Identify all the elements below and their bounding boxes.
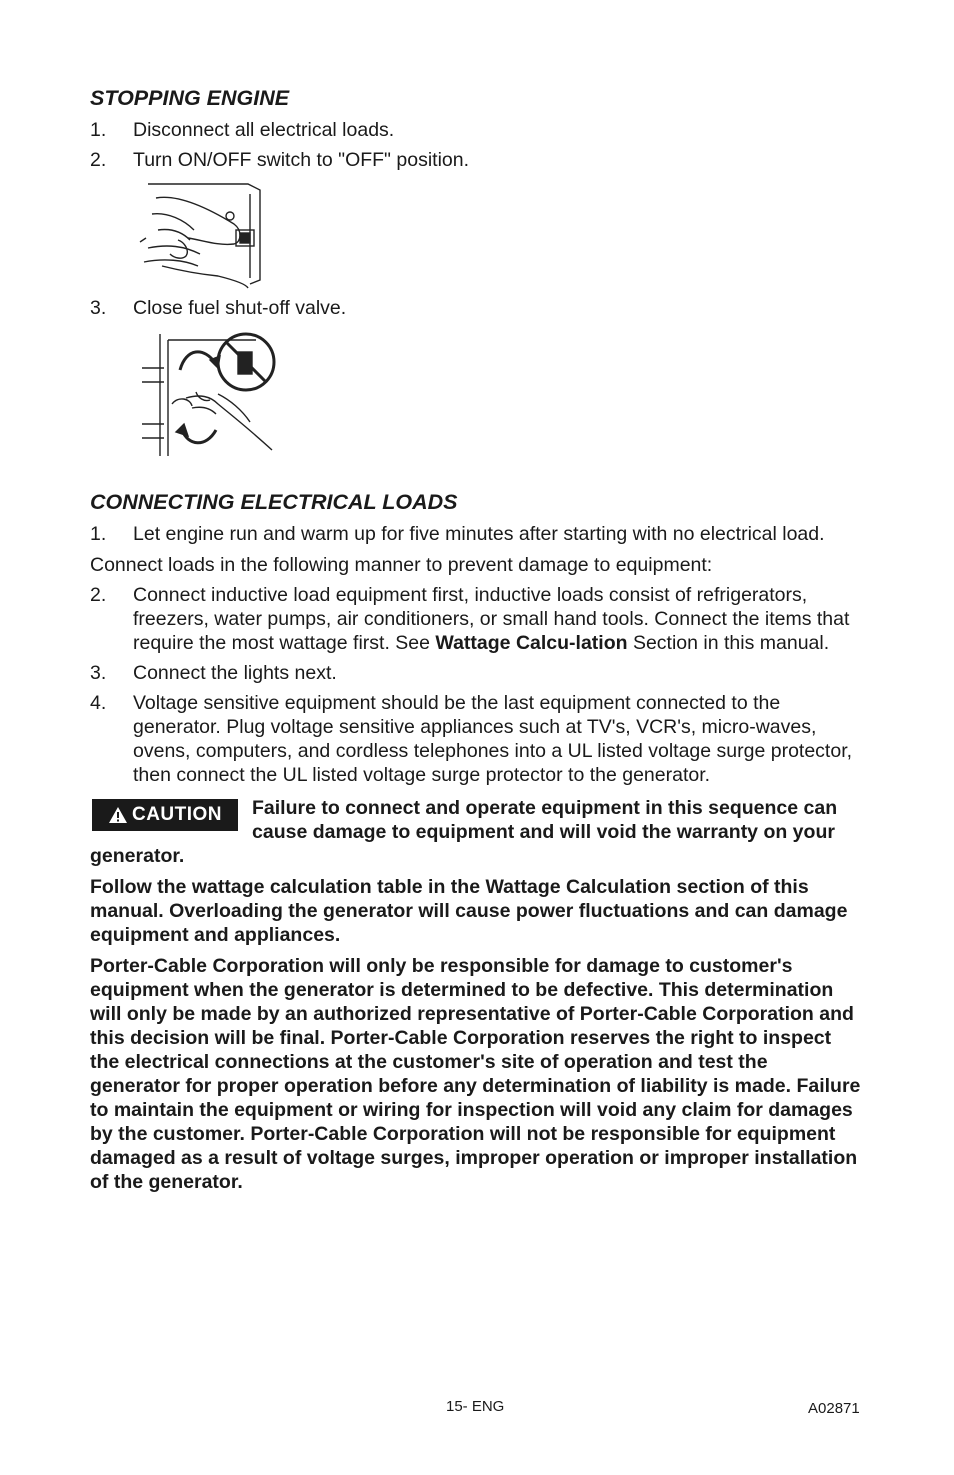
document-code: A02871 [808,1400,860,1417]
list-item: 1. Let engine run and warm up for five minutes after starting with no electrical load. [90,523,825,545]
hand-closing-fuel-valve-icon [138,328,278,460]
list-item: 2. Turn ON/OFF switch to "OFF" position. [90,149,470,171]
connecting-intro: Connect loads in the following manner to prevent damage to equipment: [90,554,713,576]
list-item: 2. Connect inductive load equipment first, inductive loads consist of refrigerators, freezers, water pumps, air conditioners, or small hand tools. Connect the items that require the most wattage first. See Wattage Calcu-lation Section in this manual. [90,584,850,654]
caution-text: Failure to connect and operate equipment in this sequence can cause damage to equipment and will void the warranty on your generator. [90,797,838,867]
hand-pressing-switch-icon [138,180,268,290]
list-item: 3. Close fuel shut-off valve. [90,297,347,319]
wattage-calculation-reference: Wattage Calcu-lation [435,632,628,654]
connecting-steps [90,583,862,787]
warning-triangle-icon [108,806,128,824]
connecting-step-1 [90,522,862,546]
stopping-steps-continued [90,296,862,320]
connecting-loads-heading: CONNECTING ELECTRICAL LOADS [90,490,458,514]
caution-badge [92,799,238,831]
wattage-paragraph: Follow the wattage calculation table in the Wattage Calculation section of this manual. Overloading the generator will cause power fluctuations and can damage equipment and appliances. [90,876,848,946]
stopping-engine-heading: STOPPING ENGINE [90,86,290,110]
list-item: 4. Voltage sensitive equipment should be the last equipment connected to the generator. Plug voltage sensitive appliances such at TV's, VCR's, micro-waves, ovens, computers, and cordless telephones into a UL listed voltage surge protector, then connect the UL listed voltage surge protector to the generator. [90,692,853,786]
list-item: 1. Disconnect all electrical loads. [90,119,395,141]
manual-page [90,84,862,1194]
caution-notice [90,796,862,868]
liability-paragraph: Porter-Cable Corporation will only be responsible for damage to customer's equipment when the generator is determined to be defective. This determination will only be made by an authorized representative of Porter-Cable Corporation and this decision will be final. Porter-Cable Corporation reserves the right to inspect the electrical connections at the customer's site of operation and test the generator for proper operation before any determination of liability is made. Failure to maintain the equipment or wiring for inspection will void any claim for damages by the customer. Porter-Cable Corporation will not be responsible for equipment damaged as a result of voltage surges, improper operation or improper installation of the generator. [90,955,861,1193]
stopping-steps [90,118,862,172]
list-item: 3. Connect the lights next. [90,662,337,684]
caution-label: CAUTION [131,804,223,825]
page-number: 15- ENG [446,1398,505,1415]
